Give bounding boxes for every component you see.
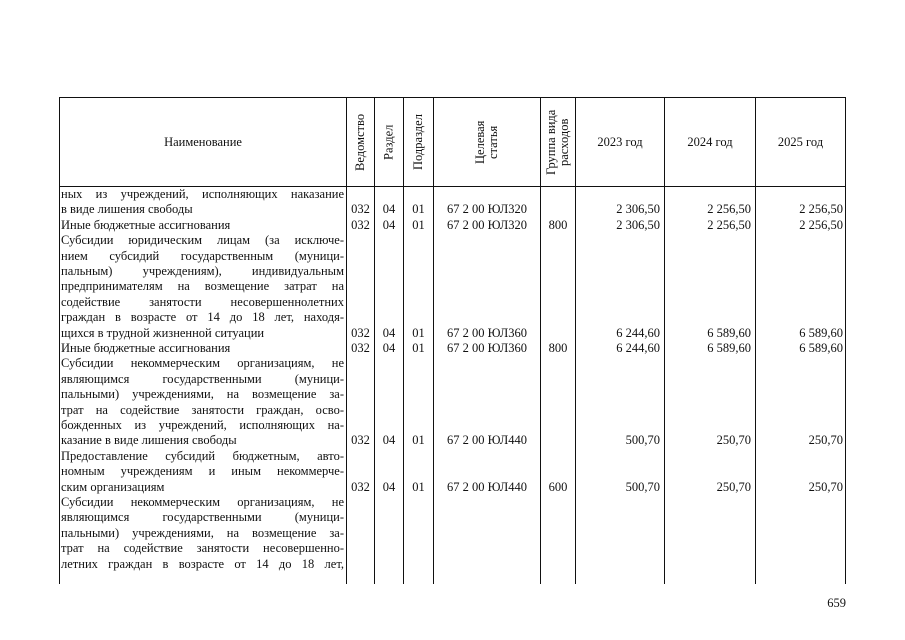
name-line: нием субсидий государственным (муници- <box>61 248 344 263</box>
cell-2023: 500,70 <box>625 479 660 494</box>
header-podrazdel: Подраздел <box>411 114 425 170</box>
page-number: 659 <box>827 596 846 610</box>
cell-2024: 250,70 <box>716 433 751 448</box>
name-line: являющимся государственными (муници- <box>61 371 344 386</box>
cell-vedomstvo: 032 <box>351 433 370 448</box>
cell-vedomstvo: 032 <box>351 341 370 355</box>
header-razdel: Раздел <box>381 124 396 160</box>
cell-2024: 2 256,50 <box>707 217 751 232</box>
cell-2025: 6 589,60 <box>799 341 843 355</box>
cell-2025: 250,70 <box>808 479 843 494</box>
name-line: пальными) учреждениями, на возмещение за- <box>61 525 344 540</box>
cell-2024: 6 589,60 <box>707 341 751 355</box>
cell-podrazdel: 01 <box>412 202 425 217</box>
header-gruppa: Группа вида расходов <box>544 109 571 175</box>
cell-gruppa: 800 <box>548 341 568 355</box>
cell-razdel: 04 <box>382 217 396 232</box>
name-line: граждан в возрасте от 14 до 18 лет, находя- <box>61 310 344 325</box>
cell-razdel: 04 <box>382 433 396 448</box>
cell-2024: 6 589,60 <box>707 325 751 340</box>
header-name: Наименование <box>164 135 242 149</box>
cell-razdel: 04 <box>382 325 396 340</box>
cell-tselevaya: 67 2 00 ЮЛ440 <box>446 479 528 494</box>
name-line: Иные бюджетные ассигнования <box>61 217 231 232</box>
header-vedomstvo: Ведомство <box>353 113 367 171</box>
name-line: в виде лишения свободы <box>61 202 193 217</box>
cell-2023: 6 244,60 <box>616 341 660 355</box>
cell-2024: 2 256,50 <box>707 202 751 217</box>
header-2025: 2025 год <box>777 135 824 149</box>
name-line: казание в виде лишения свободы <box>61 433 237 448</box>
name-line: трат на содействие занятости граждан, осво- <box>61 402 344 417</box>
cell-2023: 500,70 <box>625 433 660 448</box>
cell-2023: 6 244,60 <box>616 325 660 340</box>
name-line: Субсидии некоммерческим организациям, не <box>61 495 344 509</box>
cell-razdel: 04 <box>382 341 396 355</box>
header-2024: 2024 год <box>687 135 733 149</box>
name-line: предпринимателям на возмещение затрат на <box>61 279 344 294</box>
name-line: Предоставление субсидий бюджетным, авто- <box>61 448 344 463</box>
cell-razdel: 04 <box>382 479 396 494</box>
cell-2023: 2 306,50 <box>616 217 660 232</box>
name-line: Иные бюджетные ассигнования <box>61 341 231 355</box>
cell-2025: 250,70 <box>808 433 843 448</box>
name-line: ных из учреждений, исполняющих наказание <box>61 187 344 201</box>
name-line: содействие занятости несовершеннолетних <box>61 294 344 309</box>
name-line: Субсидии некоммерческим организациям, не <box>61 356 344 371</box>
name-line: Субсидии юридическим лицам (за исключе- <box>61 233 344 248</box>
cell-razdel: 04 <box>382 202 396 217</box>
cell-vedomstvo: 032 <box>351 479 370 494</box>
name-line: пальным) учреждениям), индивидуальным <box>61 264 344 278</box>
header-tselevaya: Целевая статья <box>473 120 500 164</box>
cell-2025: 2 256,50 <box>799 217 843 232</box>
cell-podrazdel: 01 <box>412 479 425 494</box>
cell-2025: 2 256,50 <box>799 202 843 217</box>
cell-tselevaya: 67 2 00 ЮЛ320 <box>446 217 528 232</box>
header-2023: 2023 год <box>597 135 643 149</box>
cell-tselevaya: 67 2 00 ЮЛ320 <box>446 202 528 217</box>
cell-2023: 2 306,50 <box>616 202 660 217</box>
name-line: являющимся государственными (муници- <box>61 510 344 525</box>
cell-gruppa: 800 <box>548 217 568 232</box>
cell-podrazdel: 01 <box>412 217 425 232</box>
cell-podrazdel: 01 <box>412 325 425 340</box>
cell-2025: 6 589,60 <box>799 325 843 340</box>
cell-tselevaya: 67 2 00 ЮЛ360 <box>446 325 528 340</box>
cell-vedomstvo: 032 <box>351 217 370 232</box>
name-line: щихся в трудной жизненной ситуации <box>61 325 265 340</box>
cell-gruppa: 600 <box>548 479 568 494</box>
name-line: номным учреждениям и иным некоммерче- <box>61 464 344 479</box>
col-border-right <box>845 97 846 584</box>
cell-vedomstvo: 032 <box>351 202 370 217</box>
cell-tselevaya: 67 2 00 ЮЛ360 <box>446 341 528 355</box>
name-line: божденных из учреждений, исполняющих на- <box>61 418 344 432</box>
cell-podrazdel: 01 <box>412 341 425 355</box>
cell-vedomstvo: 032 <box>351 325 370 340</box>
name-line: летних граждан в возрасте от 14 до 18 лет, <box>61 556 344 571</box>
name-line: трат на содействие занятости несовершенно- <box>61 541 344 556</box>
cell-podrazdel: 01 <box>412 433 425 448</box>
cell-tselevaya: 67 2 00 ЮЛ440 <box>446 433 528 448</box>
name-line: пальными) учреждениями, на возмещение за- <box>61 387 344 402</box>
name-line: ским организациям <box>61 479 165 494</box>
cell-2024: 250,70 <box>716 479 751 494</box>
